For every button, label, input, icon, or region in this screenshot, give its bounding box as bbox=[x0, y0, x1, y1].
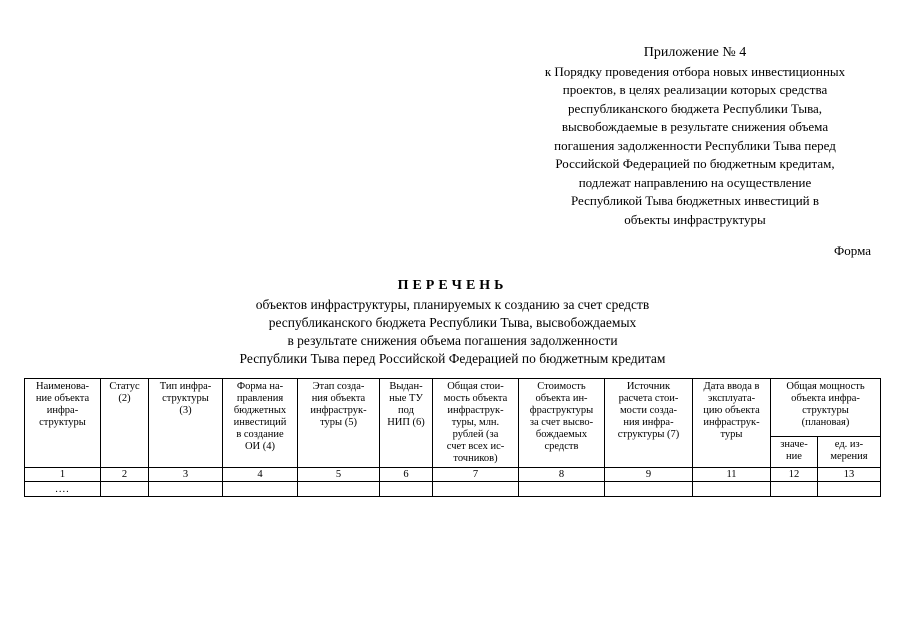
header-investment-form: Форма на- правления бюджетных инвестиций в создание ОИ (4) bbox=[223, 379, 298, 468]
header-object-name: Наименова- ние объекта инфра- структуры bbox=[25, 379, 101, 468]
subtitle-line: республиканского бюджета Республики Тыва, высвобождаемых bbox=[268, 315, 637, 330]
empty-cell bbox=[519, 482, 605, 497]
column-number: 8 bbox=[519, 468, 605, 482]
appendix-block bbox=[480, 44, 905, 229]
header-total-cost: Общая стои- мость объекта инфраструк- туры, млн. рублей (за счет всех ис- точников) bbox=[433, 379, 519, 468]
empty-cell bbox=[223, 482, 298, 497]
header-status: Статус (2) bbox=[101, 379, 149, 468]
document-title: ПЕРЕЧЕНЬ bbox=[397, 278, 508, 293]
header-commissioning-date: Дата ввода в эксплуата- цию объекта инфраструк- туры bbox=[693, 379, 771, 468]
continuation-row bbox=[25, 482, 881, 497]
continuation-marker: .... bbox=[25, 482, 101, 497]
appendix-line: Российской Федерацией по бюджетным кредитам, bbox=[555, 156, 835, 171]
appendix-line: проектов, в целях реализации которых средства bbox=[562, 82, 828, 97]
column-number: 5 bbox=[298, 468, 380, 482]
subtitle-line: Республики Тыва перед Российской Федерацией по бюджетным кредитам bbox=[239, 351, 666, 366]
column-number-row bbox=[25, 468, 881, 482]
header-issued-tu: Выдан- ные ТУ под НИП (6) bbox=[380, 379, 433, 468]
column-number: 6 bbox=[380, 468, 433, 482]
empty-cell bbox=[771, 482, 818, 497]
infrastructure-table bbox=[24, 378, 881, 497]
subtitle-line: объектов инфраструктуры, планируемых к созданию за счет средств bbox=[255, 297, 650, 312]
empty-cell bbox=[380, 482, 433, 497]
subtitle-line: в результате снижения объема погашения задолженности bbox=[287, 333, 618, 348]
form-label: Форма bbox=[834, 243, 871, 258]
appendix-line: Республикой Тыва бюджетных инвестиций в bbox=[570, 193, 820, 208]
column-number: 12 bbox=[771, 468, 818, 482]
empty-cell bbox=[605, 482, 693, 497]
header-creation-stage: Этап созда- ния объекта инфраструк- туры (5) bbox=[298, 379, 380, 468]
column-number: 13 bbox=[818, 468, 881, 482]
empty-cell bbox=[818, 482, 881, 497]
empty-cell bbox=[433, 482, 519, 497]
column-number: 2 bbox=[101, 468, 149, 482]
document-subtitle bbox=[0, 296, 905, 368]
appendix-number: Приложение № 4 bbox=[643, 45, 747, 60]
header-total-capacity: Общая мощность объекта инфра- структуры (плановая) bbox=[771, 379, 881, 437]
appendix-line: погашения задолженности Республики Тыва перед bbox=[554, 137, 836, 153]
header-released-funds-cost: Стоимость объекта ин- фраструктуры за счет высво- бождаемых средств bbox=[519, 379, 605, 468]
column-number: 9 bbox=[605, 468, 693, 482]
header-cost-source: Источник расчета стои- мости созда- ния инфра- структуры (7) bbox=[605, 379, 693, 468]
appendix-line: республиканского бюджета Республики Тыва, bbox=[567, 100, 823, 116]
column-number: 3 bbox=[149, 468, 223, 482]
appendix-line: к Порядку проведения отбора новых инвестиционных bbox=[544, 63, 846, 79]
column-number: 4 bbox=[223, 468, 298, 482]
subheader-value: значе- ние bbox=[771, 436, 818, 467]
subheader-unit: ед. из- мерения bbox=[818, 436, 881, 467]
header-row bbox=[25, 379, 881, 437]
empty-cell bbox=[693, 482, 771, 497]
column-number: 1 bbox=[25, 468, 101, 482]
empty-cell bbox=[149, 482, 223, 497]
appendix-line: высвобождаемые в результате снижения объема bbox=[561, 119, 829, 134]
empty-cell bbox=[298, 482, 380, 497]
column-number: 7 bbox=[433, 468, 519, 482]
header-infrastructure-type: Тип инфра- структуры (3) bbox=[149, 379, 223, 468]
empty-cell bbox=[101, 482, 149, 497]
column-number: 11 bbox=[693, 468, 771, 482]
appendix-line: подлежат направлению на осуществление bbox=[578, 174, 812, 190]
appendix-line: объекты инфраструктуры bbox=[624, 211, 766, 227]
